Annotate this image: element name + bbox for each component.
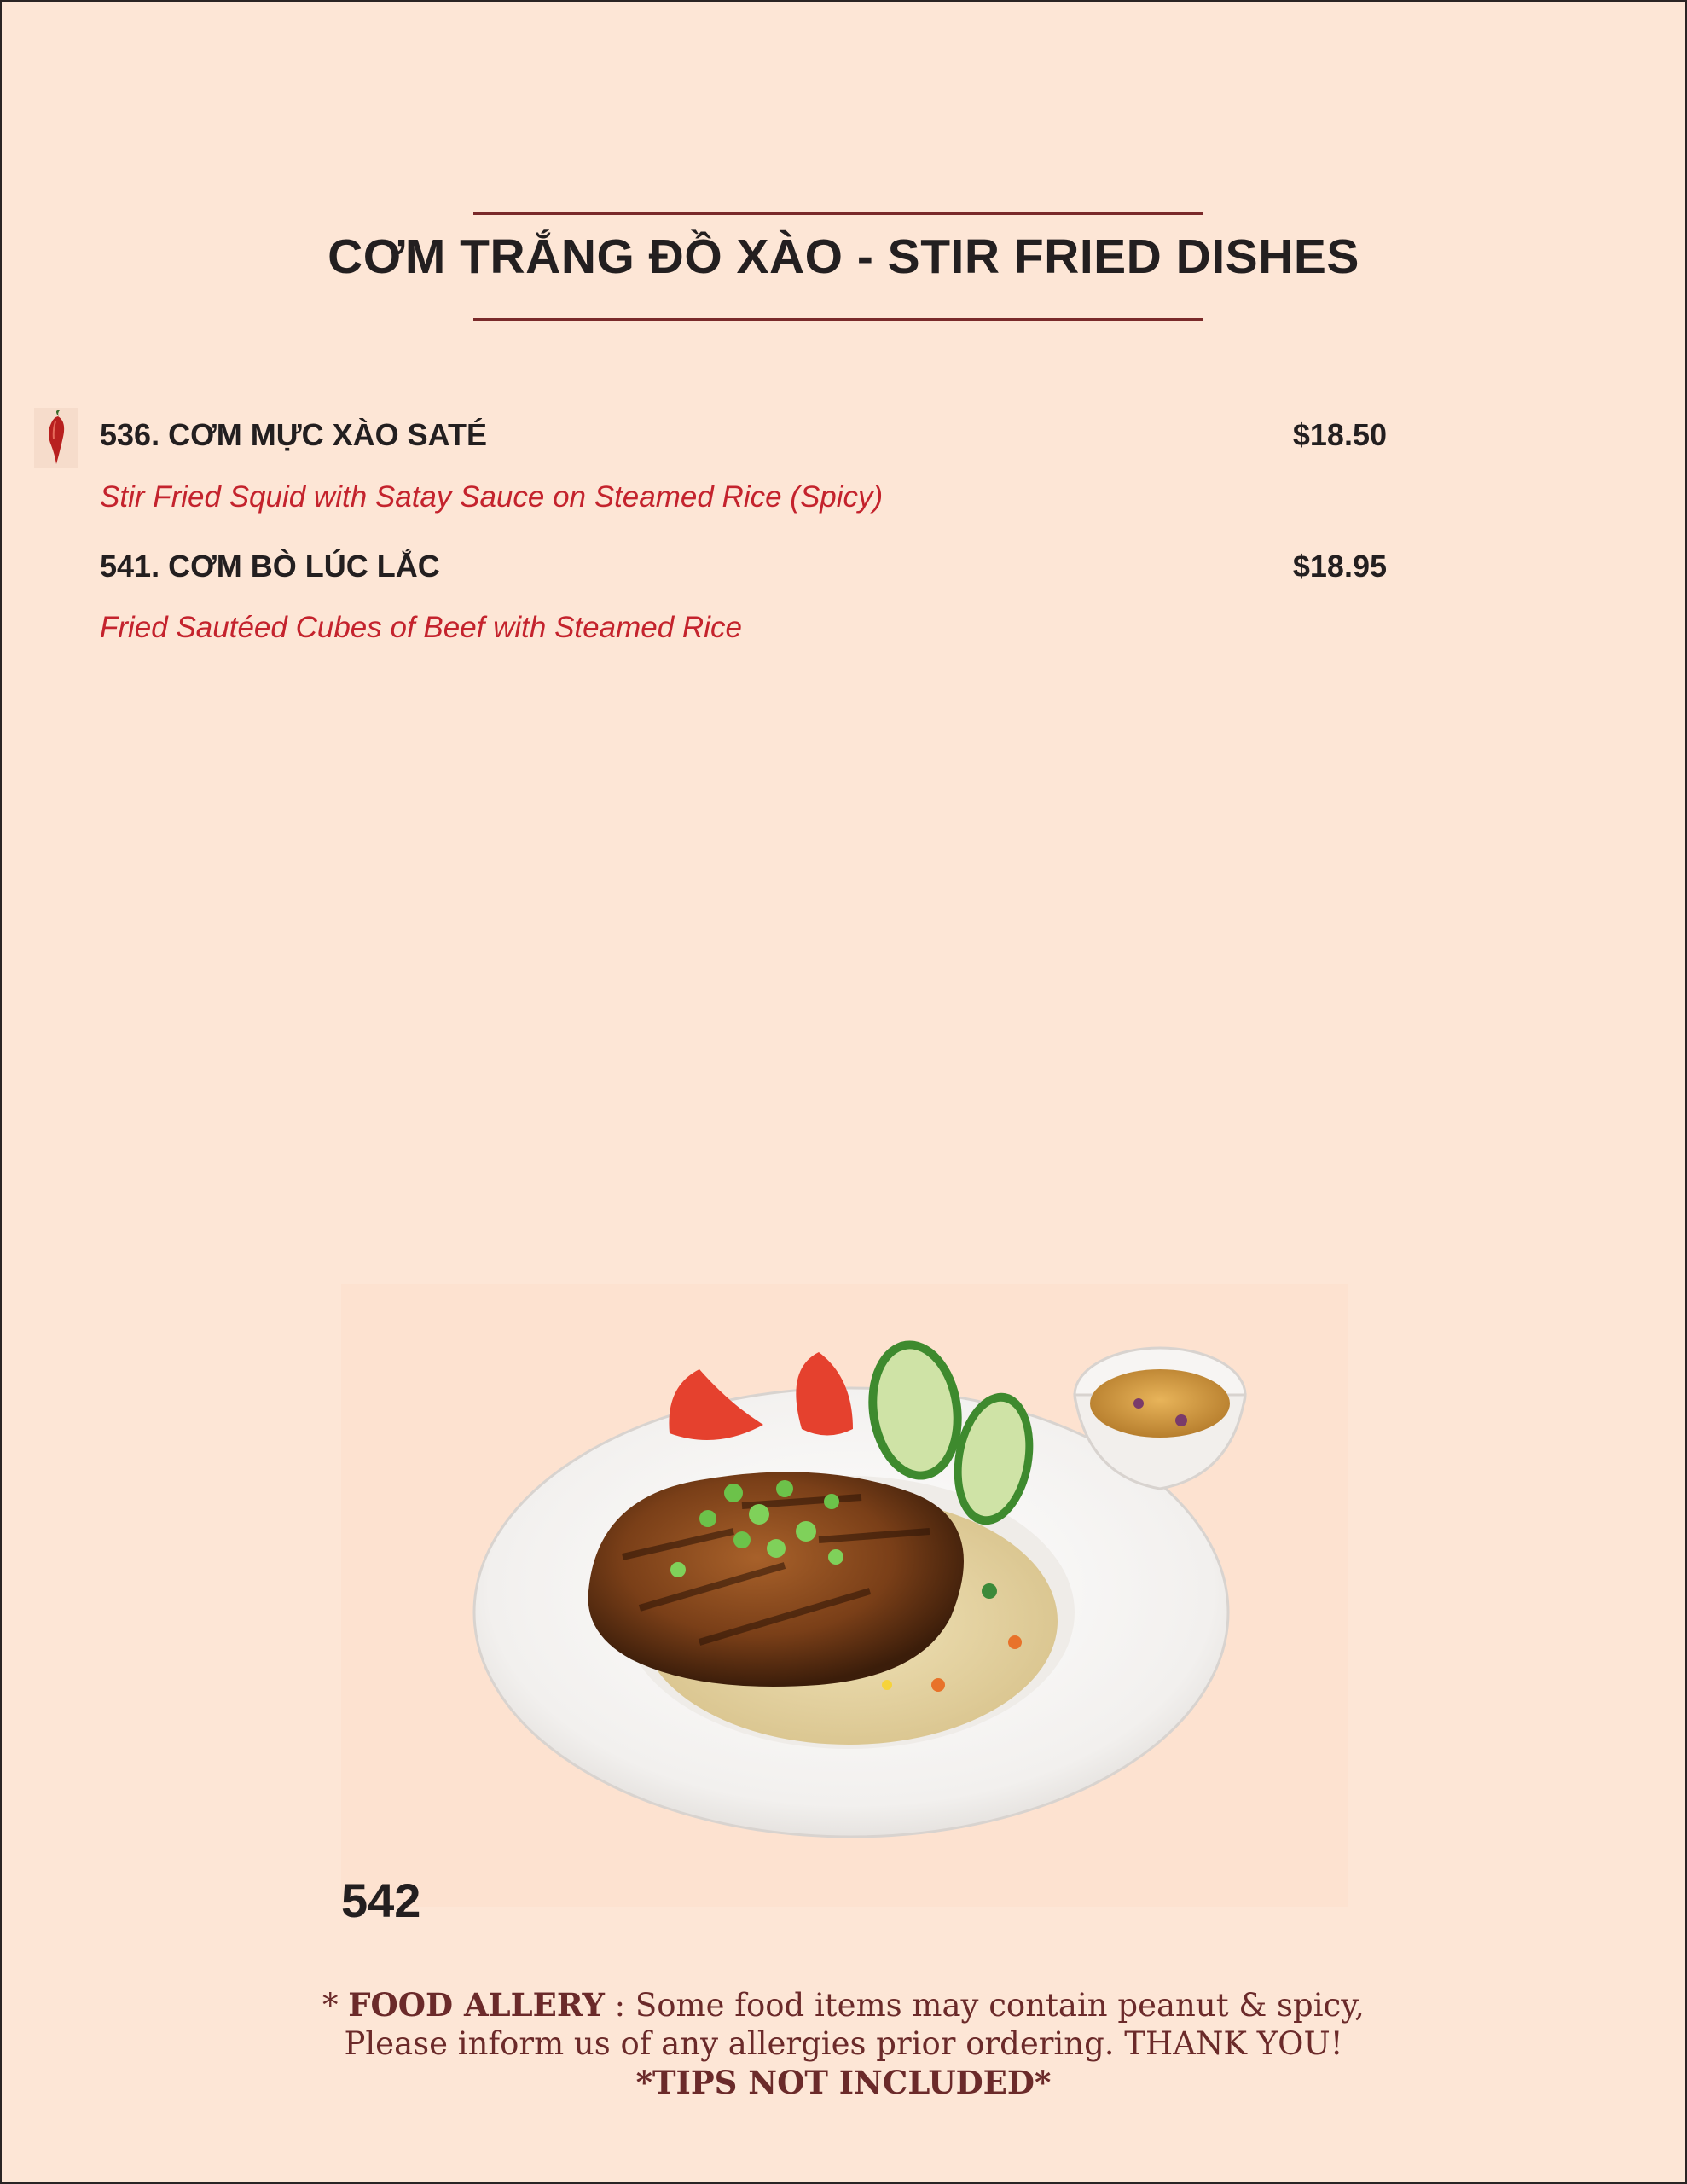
allergy-prefix: * [322,1987,349,2024]
photo-item-number: 542 [341,1873,421,1927]
allergy-text: : Some food items may contain peanut & spicy, [604,1987,1365,2024]
dish-photo [341,1284,1348,1907]
menu-item-description: Stir Fried Squid with Satay Sauce on Steamed Rice (Spicy) [100,480,884,514]
title-rule-bottom [473,318,1203,321]
tips-notice: *TIPS NOT INCLUDED* [635,2064,1052,2101]
menu-item-name: 541. CƠM BÒ LÚC LẮC [100,549,440,584]
allergy-notice-line-1 [0,1986,1687,2024]
chili-pepper-icon [34,408,78,468]
title-rule-top [473,212,1203,215]
allergy-label: FOOD ALLERY [348,1986,605,2024]
allergy-notice-line-2: Please inform us of any allergies prior ordering. THANK YOU! [344,2025,1343,2062]
section-title: CƠM TRẮNG ĐỒ XÀO - STIR FRIED DISHES [328,229,1359,284]
menu-item-name: 536. CƠM MỰC XÀO SATÉ [100,417,487,452]
menu-item-price: $18.95 [1292,549,1387,584]
menu-item-description: Fried Sautéed Cubes of Beef with Steamed Rice [100,611,742,644]
plate-of-rice-with-grilled-meat-icon [341,1284,1348,1907]
menu-item-price: $18.50 [1292,417,1387,452]
